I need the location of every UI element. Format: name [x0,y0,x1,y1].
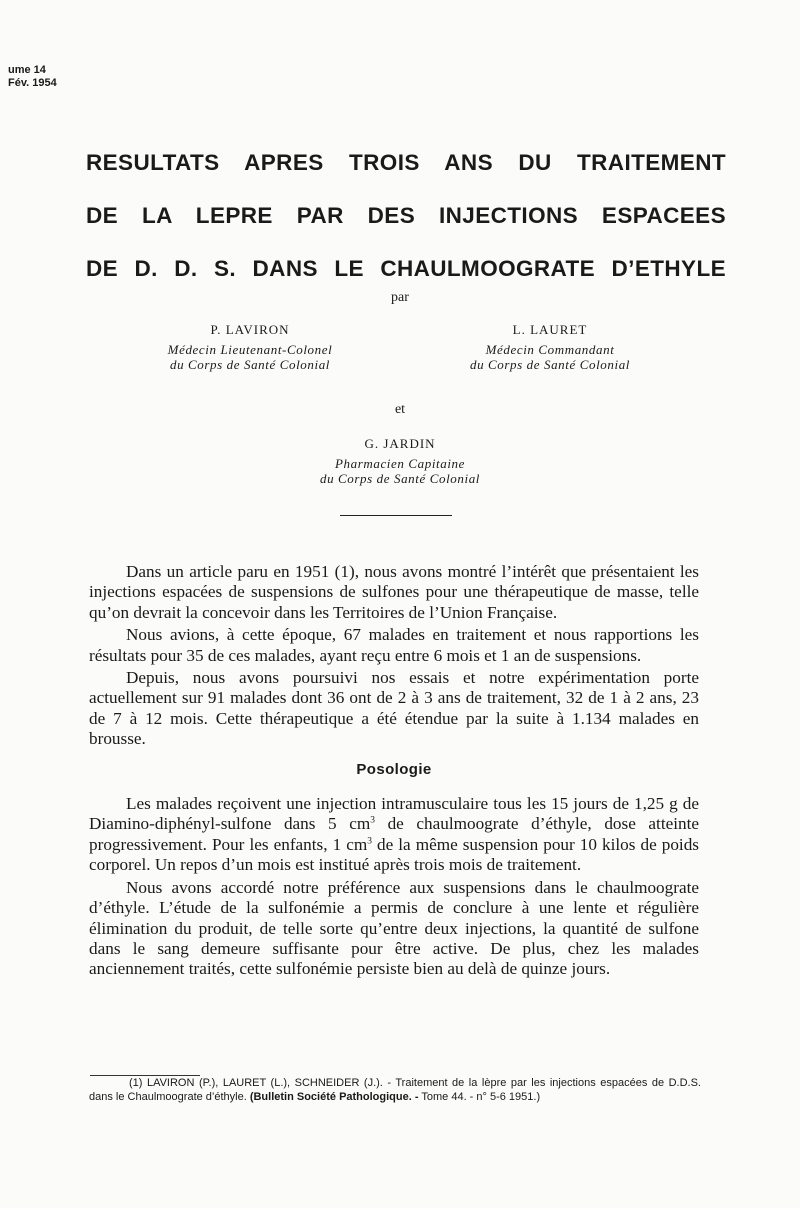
footnote-journal: (Bulletin Société Pathologique. - [249,1090,419,1103]
running-header [8,64,57,90]
byline-et: et [394,402,406,417]
volume-label: ume 14 [8,64,46,76]
footnote [89,1077,701,1104]
paragraph-5: Nous avons accordé notre préférence aux suspensions dans le chaulmoograte d’éthyle. L’étude de la sulfonémie a permis de conclure à une lente et régulière élimination du produit, de telle sorte qu’entre deux injections, la quantité de sulfone dans le sang demeure suffisante pour être active. De plus, chez les malades anciennement traités, cette sulfonémie persiste bien au delà de quinze jours. [89,877,699,979]
article-title [86,150,726,309]
title-line-3: DE D. D. S. DANS LE CHAULMOOGRATE D’ETHYLE [86,256,726,281]
author-corps: du Corps de Santé Colonial [319,471,481,486]
section-heading-posologie: Posologie [356,760,432,778]
paragraph-4: Les malades reçoivent une injection intramusculaire tous les 15 jours de 1,25 g de Diamino-diphényl-sulfone dans 5 $cm^3$ de chaulmoograte d’éthyle, dose atteinte progressivement. Pour les enfants, 1 $cm^3$ de la même suspension pour 10 kilos de poids corporel. Un repos d’un mois est institué après trois mois de traitement. [89,794,700,875]
author-block-laviron [130,322,370,373]
footnote-divider [90,1075,200,1076]
author-name: P. LAVIRON [210,322,290,337]
title-line-1: RESULTATS APRES TROIS ANS DU TRAITEMENT [86,150,726,175]
author-corps: du Corps de Santé Colonial [169,357,331,372]
paragraph-3: Depuis, nous avons poursuivi nos essais et notre expérimentation porte actuellement sur 91 malades dont 36 ont de 2 à 3 ans de traitement, 32 de 1 à 2 ans, 23 de 7 à 12 mois. Cette thérapeutique a été étendue par la suite à 1.134 malades en brousse. [89,668,699,749]
byline-par: par [391,290,409,305]
author-role: Médecin Lieutenant-Colonel [167,341,333,357]
paragraph-2: Nous avions, à cette époque, 67 malades en traitement et nous rapportions les résultats pour 35 de ces malades, ayant reçu entre 6 mois et 1 an de suspensions. [89,625,699,665]
title-line-2: DE LA LEPRE PAR DES INJECTIONS ESPACEES [86,203,726,228]
article-body [89,562,699,982]
author-role: Pharmacien Capitaine [334,455,466,471]
author-corps: du Corps de Santé Colonial [469,357,631,372]
footnote-tail: Tome 44. - n° 5-6 1951.) [418,1090,541,1103]
author-role: Médecin Commandant [485,341,615,357]
paragraph-1: Dans un article paru en 1951 (1), nous avons montré l’intérêt que présentaient les injections espacées de suspensions de sulfones pour une thérapeutique de masse, telle qu’on devrait la concevoir dans les Territoires de l’Union Française. [89,562,699,622]
author-block-lauret [430,322,670,373]
author-name: L. LAURET [512,322,588,337]
issue-date: Fév. 1954 [8,77,57,89]
footnote-text: (1) LAVIRON (P.), LAURET (L.), SCHNEIDER (J.). - Traitement de la lèpre par les injections espacées de D.D.S. dans le Chaulmoograte d’éthyle. [89,1077,701,1103]
author-block-jardin [270,436,530,487]
author-name: G. JARDIN [364,436,436,451]
title-divider [340,515,452,516]
